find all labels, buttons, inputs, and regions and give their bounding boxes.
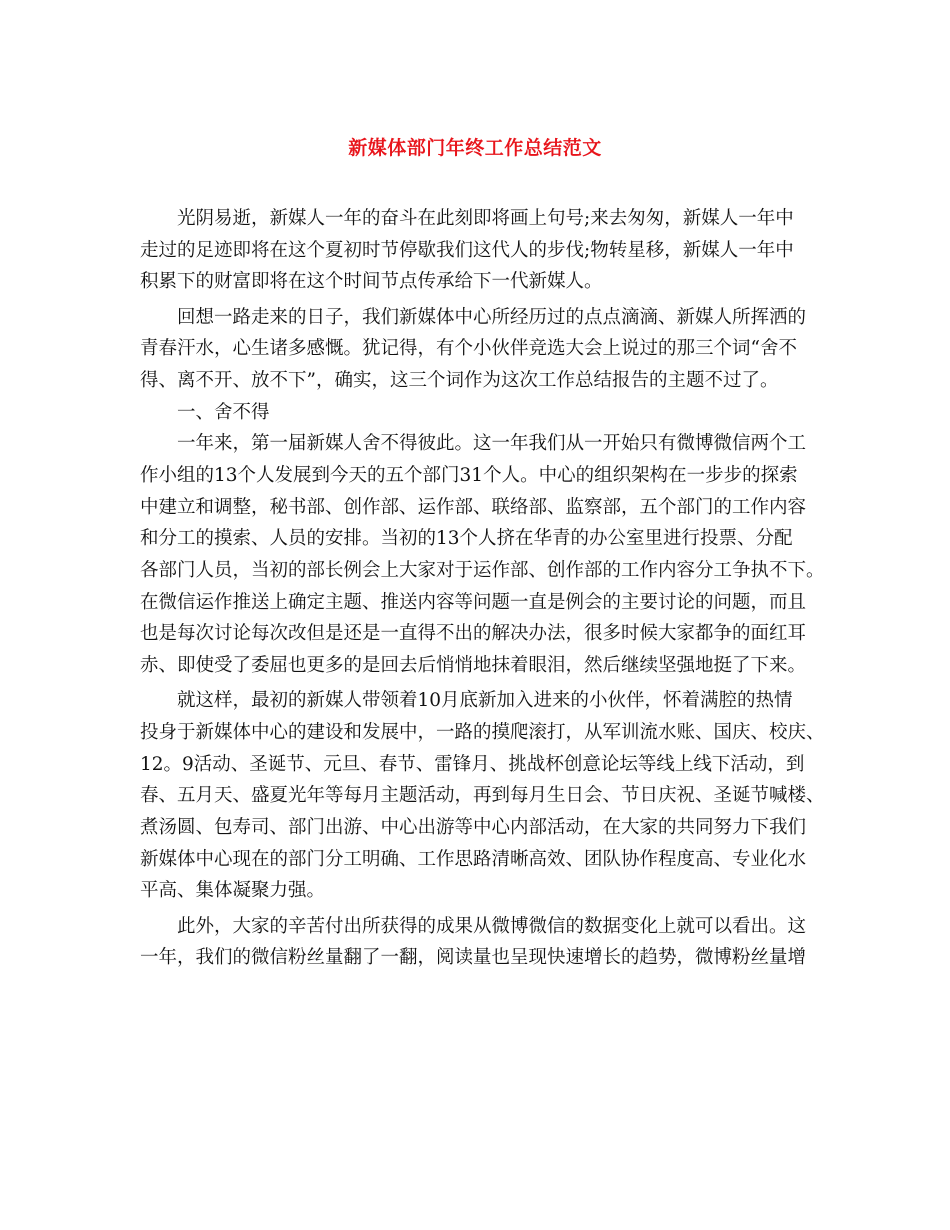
text-line: 积累下的财富即将在这个时间节点传承给下一代新媒人。 [140,271,603,293]
text-line: 和分工的摸索、人员的安排。当初的13个人挤在华青的办公室里进行投票、分配 [140,528,793,550]
text-line: 煮汤圆、包寿司、部门出游、中心出游等中心内部活动，在大家的共同努力下我们 [140,817,807,839]
text-line: 平高、集体凝聚力强。 [140,880,326,902]
text-line: 得、离不开、放不下”，确实，这三个词作为这次工作总结报告的主题不过了。 [140,369,779,391]
text-line: 回想一路走来的日子，我们新媒体中心所经历过的点点滴滴、新媒人所挥洒的 [177,306,807,328]
text-line: 就这样，最初的新媒人带领着10月底新加入进来的小伙伴，怀着满腔的热情 [177,690,793,712]
text-line: 在微信运作推送上确定主题、推送内容等问题一直是例会的主要讨论的问题，而且 [140,591,807,613]
text-line: 12。9活动、圣诞节、元旦、春节、雷锋月、挑战杯创意论坛等线上线下活动，到 [140,753,805,775]
text-line: 青春汗水，心生诸多感慨。犹记得，有个小伙伴竞选大会上说过的那三个词“舍不 [140,338,797,360]
text-line: 此外，大家的辛苦付出所获得的成果从微博微信的数据变化上就可以看出。这 [177,915,807,937]
text-line: 走过的足迹即将在这个夏初时节停歇我们这代人的步伐;物转星移，新媒人一年中 [140,239,794,261]
text-line: 作小组的13个人发展到今天的五个部门31个人。中心的组织架构在一步步的探索 [140,465,798,486]
text-line: 各部门人员，当初的部长例会上大家对于运作部、创作部的工作内容分工争执不下。 [140,560,825,582]
text-line: 一年，我们的微信粉丝量翻了一翻，阅读量也呈现快速增长的趋势，微博粉丝量增 [140,947,807,969]
document-body [140,203,825,974]
text-line: 也是每次讨论每次改但是还是一直得不出的解决办法，很多时候大家都争的面红耳 [140,623,807,645]
document-title: 新媒体部门年终工作总结范文 [348,137,602,159]
text-line: 投身于新媒体中心的建设和发展中，一路的摸爬滚打，从军训流水账、国庆、校庆、 [140,722,825,743]
section-heading: 一、舍不得 [177,401,270,423]
text-line: 一年来，第一届新媒人舍不得彼此。这一年我们从一开始只有微博微信两个工 [177,433,807,455]
text-line: 光阴易逝，新媒人一年的奋斗在此刻即将画上句号;来去匆匆，新媒人一年中 [177,208,794,229]
text-line: 赤、即使受了委屈也更多的是回去后悄悄地抹着眼泪，然后继续坚强地挺了下来。 [140,655,807,677]
text-line: 新媒体中心现在的部门分工明确、工作思路清晰高效、团队协作程度高、专业化水 [140,848,807,870]
text-line: 春、五月天、盛夏光年等每月主题活动，再到每月生日会、节日庆祝、圣诞节喊楼、 [140,785,825,807]
text-line: 中建立和调整，秘书部、创作部、运作部、联络部、监察部，五个部门的工作内容 [140,496,807,518]
